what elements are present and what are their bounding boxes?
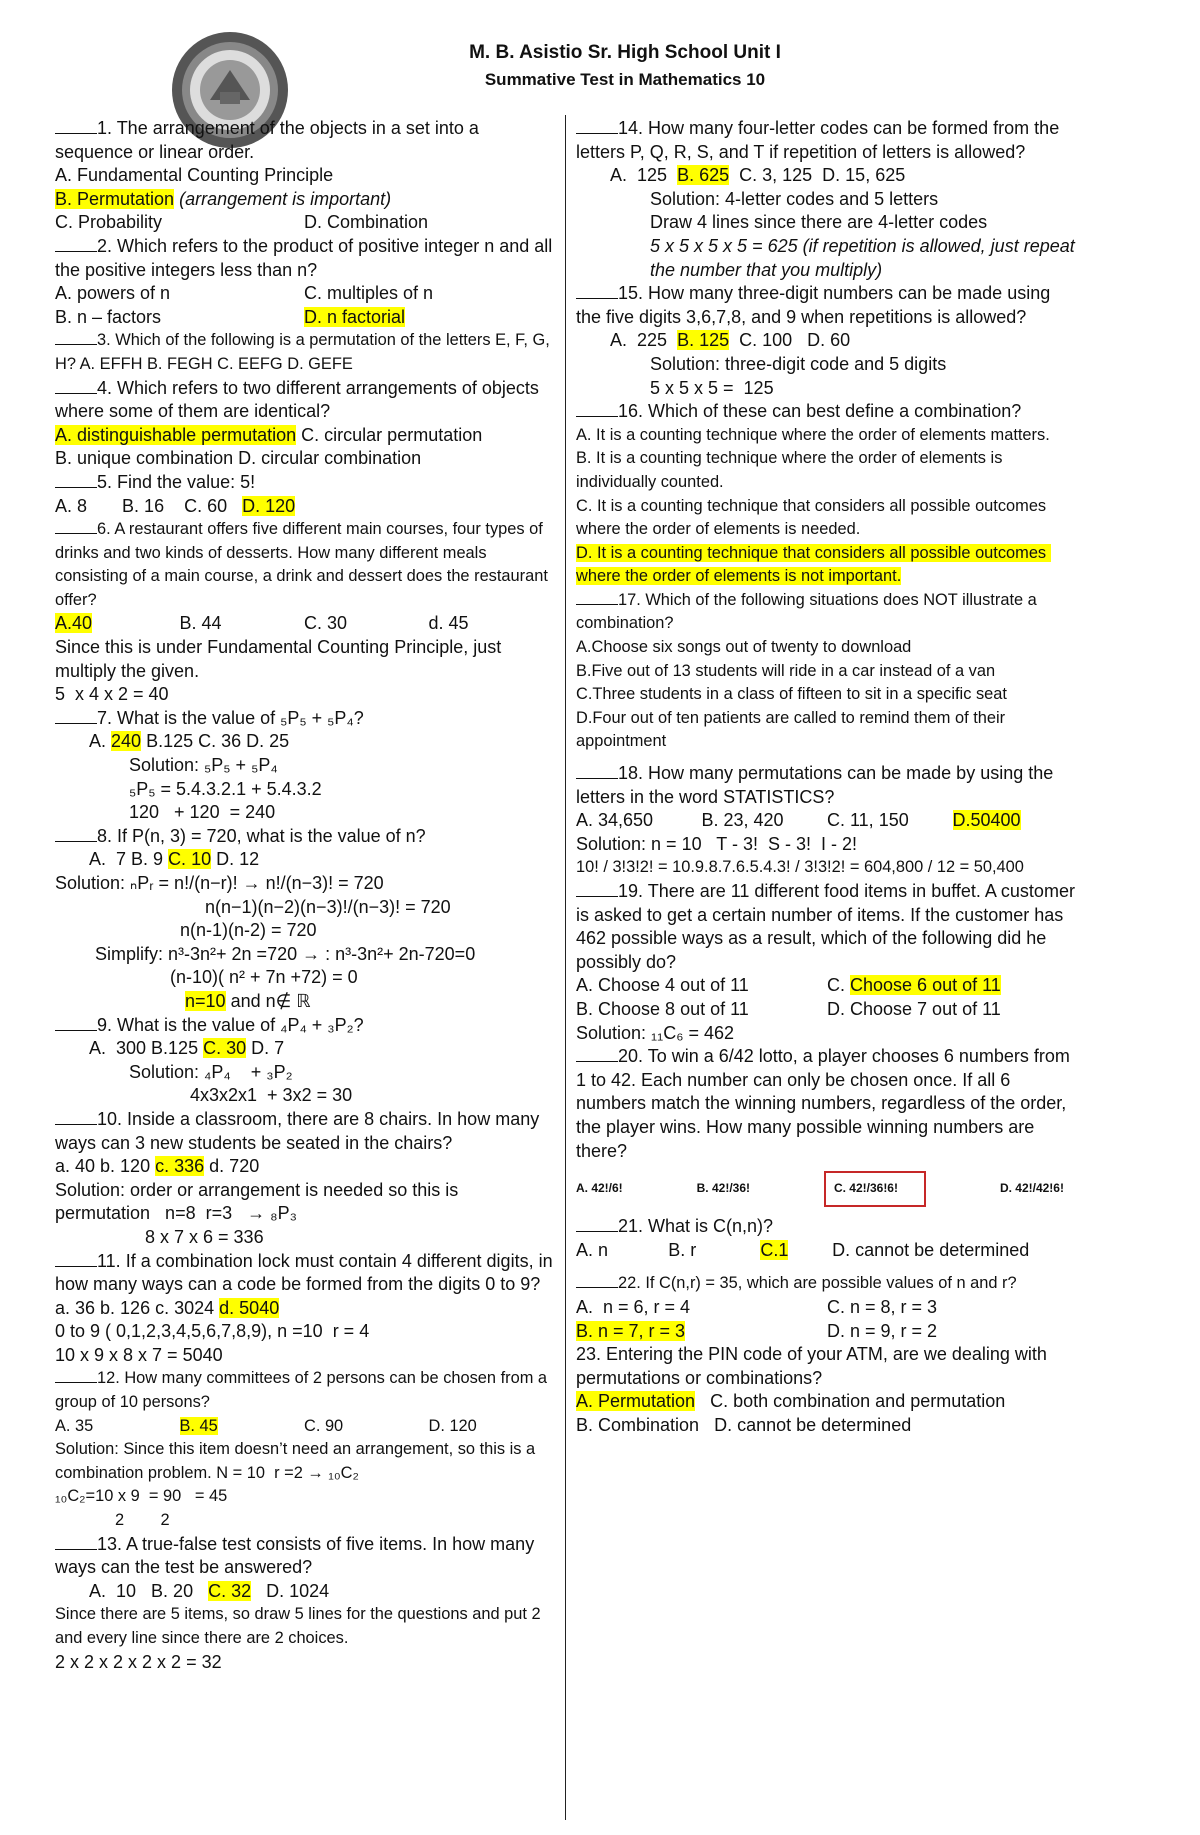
q7-solution: Solution: ₅P₅ + ₅P₄ [129, 755, 278, 776]
answer-blank[interactable] [55, 519, 97, 534]
answer-blank[interactable] [55, 1368, 97, 1383]
right-column [576, 117, 1078, 1437]
q4-bd: B. unique combination D. circular combination [55, 448, 422, 469]
answer-blank[interactable] [576, 1047, 618, 1062]
q11: 11. If a combination lock must contain 4 different digits, in how many ways can a code be formed from the digits 0 to 9? a. 36 b. 126 c. 3024 d. 5040 [55, 1250, 558, 1318]
q16-a: A. It is a counting technique where the order of elements matters. [576, 425, 1050, 444]
q1-cd: C. Probability D. Combination [55, 212, 429, 233]
answer-blank[interactable] [55, 330, 97, 345]
answer-blank[interactable] [576, 1273, 618, 1288]
q14-work2: 5 x 5 x 5 x 5 = 625 (if repetition is allowed, just repeat the number that you multiply) [650, 235, 1080, 280]
q17-a: A.Choose six songs out of twenty to download [576, 638, 912, 657]
answer-blank[interactable] [55, 1535, 97, 1550]
q15-solution: Solution: three-digit code and 5 digits [650, 353, 947, 374]
answer-blank[interactable] [576, 590, 618, 605]
q20-choice-a: A. 42!/6! [576, 1181, 623, 1196]
q2-ac: A. powers of n C. multiples of n [55, 283, 434, 304]
q8-work3: Simplify: n³-3n²+ 2n =720 → : n³-3n²+ 2n-720=0 [95, 943, 476, 964]
q20-choice-b: B. 42!/36! [696, 1181, 750, 1196]
q18-solution: Solution: n = 10 T - 3! S - 3! I - 2! [576, 833, 857, 854]
q6: 6. A restaurant offers five different main courses, four types of drinks and two kinds of desserts. How many different meals consisting of a main course, a drink and dessert does the restaurant offer? [55, 520, 553, 609]
q2-bd: B. n – factors D. n factorial [55, 306, 406, 327]
q18-choices: A. 34,650 B. 23, 420 C. 11, 150 D.50400 [576, 810, 1021, 831]
q4-ac: A. distinguishable permutation C. circular permutation [55, 424, 483, 445]
q16-c: C. It is a counting technique that considers all possible outcomes where the order of elements is needed. [576, 496, 1051, 539]
answer-blank[interactable] [55, 1252, 97, 1267]
q13-choices: A. 10 B. 20 C. 32 D. 1024 [89, 1580, 330, 1601]
q6-solution: Since this is under Fundamental Counting Principle, just multiply the given. [55, 637, 507, 681]
answer-blank[interactable] [576, 764, 618, 779]
q13: 13. A true-false test consists of five items. In how many ways can the test be answered? [55, 1533, 540, 1578]
q19: 19. There are 11 different food items in buffet. A customer is asked to get a certain number of items. If the customer has 462 possible ways as a result, which of the following did he possibly do? [576, 881, 1080, 972]
q10: 10. Inside a classroom, there are 8 chairs. In how many ways can 3 new students be seated in the chairs? [55, 1108, 545, 1153]
q15-choices: A. 225 B. 125 C. 100 D. 60 [610, 330, 851, 351]
q5: 5. Find the value: 5! [55, 471, 553, 495]
q7-work1: ₅P₅ = 5.4.3.2.1 + 5.4.3.2 [129, 778, 322, 799]
q18-work: 10! / 3!3!2! = 10.9.8.7.6.5.4.3! / 3!3!2! = 604,800 / 12 = 50,400 [576, 858, 1024, 877]
q20-choices [576, 1163, 1078, 1215]
q17-b: B.Five out of 13 students will ride in a car instead of a van [576, 661, 996, 680]
q7-choices: A. 240 B.125 C. 36 D. 25 [89, 731, 290, 752]
q12-choices: A. 35 B. 45 C. 90 D. 120 [55, 1416, 477, 1435]
answer-blank[interactable] [55, 709, 97, 724]
q11-work2: 10 x 9 x 8 x 7 = 5040 [55, 1344, 223, 1365]
answer-blank[interactable] [576, 284, 618, 299]
q11-work1: 0 to 9 ( 0,1,2,3,4,5,6,7,8,9), n =10 r = 4 [55, 1321, 370, 1342]
q22: 22. If C(n,r) = 35, which are possible values of n and r? [576, 1272, 1078, 1296]
q10-work: 8 x 7 x 6 = 336 [145, 1226, 264, 1247]
q22-ac: A. n = 6, r = 4 C. n = 8, r = 3 [576, 1296, 938, 1317]
q8-solution: Solution: ₙPᵣ = n!/(n−r)! → n!/(n−3)! = 720 [55, 873, 384, 893]
answer-blank[interactable] [55, 1016, 97, 1031]
answer-blank[interactable] [55, 119, 97, 134]
q20: 20. To win a 6/42 lotto, a player chooses 6 numbers from 1 to 42. Each number can only be chosen once. If all 6 numbers match the winning numbers, regardless of the order, the player wins. How many possible winning numbers are there? [576, 1046, 1075, 1161]
q8-answer: n=10 and n∉ ℝ [185, 990, 311, 1011]
answer-blank[interactable] [55, 473, 97, 488]
q20-choice-d: D. 42!/42!6! [999, 1181, 1064, 1196]
q23-bd: B. Combination D. cannot be determined [576, 1414, 912, 1435]
q10-choices: a. 40 b. 120 c. 336 d. 720 [55, 1156, 260, 1177]
q21: 21. What is C(n,n)? [576, 1215, 1078, 1239]
answer-blank[interactable] [576, 882, 618, 897]
q17-d: D.Four out of ten patients are called to remind them of their appointment [576, 708, 1010, 751]
answer-blank[interactable] [576, 119, 618, 134]
test-title: Summative Test in Mathematics 10 [484, 70, 766, 89]
q9-choices: A. 300 B.125 C. 30 D. 7 [89, 1038, 285, 1059]
q15: 15. How many three-digit numbers can be made using the five digits 3,6,7,8, and 9 when repetitions is allowed? [576, 283, 1056, 327]
answer-blank[interactable] [55, 379, 97, 394]
q16-d: D. It is a counting technique that considers all possible outcomes where the order of elements is not important. [576, 543, 1051, 586]
q16-b: B. It is a counting technique where the order of elements is individually counted. [576, 449, 1007, 491]
q14: 14. How many four-letter codes can be formed from the letters P, Q, R, S, and T if repetition of letters is allowed? [576, 118, 1065, 162]
q19-solution: Solution: ₁₁C₆ = 462 [576, 1022, 735, 1043]
answer-blank[interactable] [576, 402, 618, 417]
q14-solution: Solution: 4-letter codes and 5 letters [650, 188, 939, 209]
q23: 23. Entering the PIN code of your ATM, are we dealing with permutations or combinations? [576, 1344, 1052, 1388]
q1-b: B. Permutation (arrangement is important) [55, 188, 392, 209]
answer-blank[interactable] [55, 237, 97, 252]
answer-blank[interactable] [55, 1110, 97, 1125]
q6-work: 5 x 4 x 2 = 40 [55, 684, 169, 705]
answer-blank[interactable] [55, 827, 97, 842]
q8-work1: n(n−1)(n−2)(n−3)!/(n−3)! = 720 [205, 896, 451, 917]
q19-ac: A. Choose 4 out of 11 C. Choose 6 out of 11 [576, 975, 1001, 996]
left-column [55, 117, 558, 1674]
school-name: M. B. Asistio Sr. High School Unit I [469, 42, 781, 63]
q8-work4: (n-10)( n² + 7n +72) = 0 [170, 967, 358, 988]
q23-ac: A. Permutation C. both combination and permutation [576, 1391, 1006, 1412]
q14-work1: Draw 4 lines since there are 4-letter codes [650, 212, 988, 233]
q19-bd: B. Choose 8 out of 11 D. Choose 7 out of 11 [576, 998, 1001, 1019]
q13-work: 2 x 2 x 2 x 2 x 2 = 32 [55, 1651, 222, 1672]
q12-solution: Solution: Since this item doesn’t need an arrangement, so this is a combination problem. N = 10 r =2 → ₁₀C₂ [55, 1440, 540, 1482]
q12-work: ₁₀C₂=10 x 9 = 90 = 45 [55, 1487, 228, 1506]
q21-choices: A. n B. r C.1 D. cannot be determined [576, 1239, 1030, 1260]
q6-choices: A.40 B. 44 C. 30 d. 45 [55, 613, 469, 634]
answer-blank[interactable] [576, 1217, 618, 1232]
q15-work: 5 x 5 x 5 = 125 [650, 377, 774, 398]
q8-work2: n(n-1)(n-2) = 720 [180, 920, 317, 941]
q20-choice-c: C. 42!/36!6! [824, 1171, 926, 1207]
q16: 16. Which of these can best define a combination? [576, 400, 1078, 424]
q9: 9. What is the value of ₄P₄ + ₃P₂? [55, 1014, 553, 1038]
q12-denominators: 2 2 [115, 1511, 170, 1530]
q14-choices: A. 125 B. 625 C. 3, 125 D. 15, 625 [610, 165, 906, 186]
q9-solution: Solution: ₄P₄ + ₃P₂ [129, 1061, 293, 1082]
q17-c: C.Three students in a class of fifteen to sit in a specific seat [576, 685, 1007, 704]
q10-solution: Solution: order or arrangement is needed so this is permutation n=8 r=3 → ₈P₃ [55, 1179, 464, 1224]
q5-choices: A. 8 B. 16 C. 60 D. 120 [55, 495, 296, 516]
q13-solution: Since there are 5 items, so draw 5 lines for the questions and put 2 and every line since there are 2 choices. [55, 1605, 546, 1647]
q18: 18. How many permutations can be made by using the letters in the word STATISTICS? [576, 763, 1059, 807]
q7-work2: 120 + 120 = 240 [129, 802, 276, 823]
q3: 3. Which of the following is a permutation of the letters E, F, G, H? A. EFFH B. FEGH C. EEFG D. GEFE [55, 331, 555, 373]
q7: 7. What is the value of ₅P₅ + ₅P₄? [55, 707, 553, 731]
column-divider [565, 115, 566, 1820]
q9-work: 4x3x2x1 + 3x2 = 30 [190, 1085, 353, 1106]
q17: 17. Which of the following situations does NOT illustrate a combination? [576, 590, 1042, 633]
q8: 8. If P(n, 3) = 720, what is the value of n? [55, 825, 553, 849]
q2: 2. Which refers to the product of positive integer n and all the positive integers less than n? [55, 235, 558, 280]
q4: 4. Which refers to two different arrangements of objects where some of them are identical? [55, 377, 544, 422]
q8-choices: A. 7 B. 9 C. 10 D. 12 [89, 849, 260, 870]
q1-a: A. Fundamental Counting Principle [55, 165, 334, 186]
q22-bd: B. n = 7, r = 3 D. n = 9, r = 2 [576, 1320, 938, 1341]
q12: 12. How many committees of 2 persons can be chosen from a group of 10 persons? [55, 1369, 552, 1412]
q1: 1. The arrangement of the objects in a set into a sequence or linear order. [55, 118, 484, 162]
